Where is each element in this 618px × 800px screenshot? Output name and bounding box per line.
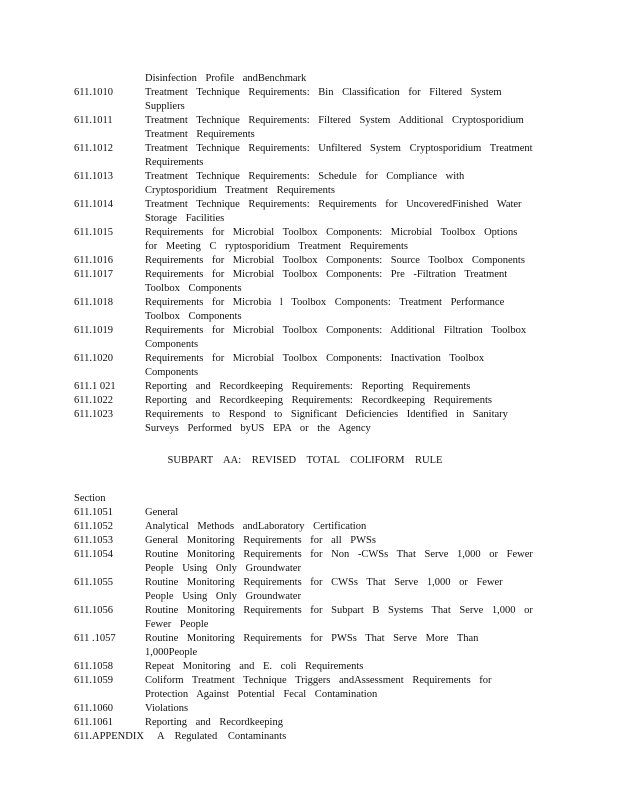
toc-entry-appendix	[0, 730, 618, 744]
section-title: Routine Monitoring Requirements for Non -CWSs That Serve 1,000 or Fewer People Using Only Groundwater	[145, 549, 533, 574]
section-number: 611 .1057	[74, 633, 116, 644]
section-title: Violations	[145, 703, 189, 714]
section-title: Treatment Technique Requirements: Schedule for Compliance with Cryptosporidium Treatment Requirements	[145, 171, 465, 196]
section-number: 611.1055	[74, 577, 113, 588]
section-title: Treatment Technique Requirements: Bin Classification for Filtered System Suppliers	[145, 87, 502, 112]
section-title: Reporting and Recordkeeping Requirements: Recordkeeping Requirements	[145, 395, 492, 406]
section-number: 611.1053	[74, 535, 113, 546]
section-number: 611.1015	[74, 227, 113, 238]
toc-entry	[0, 394, 618, 408]
section-title: Requirements for Microbial Toolbox Components: Additional Filtration Toolbox Components	[145, 325, 527, 350]
section-title: Routine Monitoring Requirements for Subpart B Systems That Serve 1,000 or Fewer People	[145, 605, 533, 630]
section-number: 611.1019	[74, 325, 113, 336]
section-number: 611.1018	[74, 297, 113, 308]
section-title: Analytical Methods andLaboratory Certification	[145, 521, 367, 532]
section-title: Requirements for Microbia l Toolbox Components: Treatment Performance Toolbox Components	[145, 297, 505, 322]
section-number: 611.1013	[74, 171, 113, 182]
toc-entry-title: Disinfection Profile andBenchmark	[145, 73, 307, 84]
section-title: Requirements to Respond to Significant Deficiencies Identified in Sanitary Surveys Performed byUS EPA or the Agency	[145, 409, 508, 434]
section-title: Requirements for Microbial Toolbox Components: Pre -Filtration Treatment Toolbox Components	[145, 269, 508, 294]
toc-entry	[0, 534, 618, 548]
toc-entry	[0, 520, 618, 534]
toc-continuation-line	[0, 72, 618, 86]
toc-entry	[0, 632, 618, 660]
toc-entry	[0, 198, 618, 226]
section-number: 611.1051	[74, 507, 113, 518]
section-number: 611.1022	[74, 395, 113, 406]
toc-entry	[0, 268, 618, 296]
subpart-heading: SUBPART AA: REVISED TOTAL COLIFORM RULE	[167, 455, 443, 466]
section-number: 611.1023	[74, 409, 113, 420]
section-number: 611.1016	[74, 255, 113, 266]
appendix-number: 611.APPENDIX	[74, 731, 144, 742]
toc-entry	[0, 86, 618, 114]
section-number: 611.1054	[74, 549, 113, 560]
section-number: 611.1061	[74, 717, 113, 728]
section-number: 611.1020	[74, 353, 113, 364]
toc-list-subpart-w	[0, 86, 618, 436]
section-title: General Monitoring Requirements for all PWSs	[145, 535, 376, 546]
toc-entry	[0, 506, 618, 520]
section-title: Routine Monitoring Requirements for CWSs That Serve 1,000 or Fewer People Using Only Groundwater	[145, 577, 503, 602]
section-title: General	[145, 507, 179, 518]
section-number: 611.1017	[74, 269, 113, 280]
toc-entry	[0, 380, 618, 394]
appendix-title: A Regulated Contaminants	[157, 731, 287, 742]
toc-entry	[0, 296, 618, 324]
toc-entry	[0, 674, 618, 702]
section-number: 611.1060	[74, 703, 113, 714]
toc-list-subpart-aa	[0, 506, 618, 730]
toc-entry	[0, 226, 618, 254]
section-title: Requirements for Microbial Toolbox Components: Source Toolbox Components	[145, 255, 525, 266]
toc-entry	[0, 324, 618, 352]
section-title: Treatment Technique Requirements: Unfiltered System Cryptosporidium Treatment Requirements	[145, 143, 533, 168]
toc-entry	[0, 548, 618, 576]
section-number: 611.1059	[74, 675, 113, 686]
section-title: Requirements for Microbial Toolbox Components: Microbial Toolbox Options for Meeting C ryptosporidium Treatment Requirements	[145, 227, 518, 252]
section-title: Requirements for Microbial Toolbox Components: Inactivation Toolbox Components	[145, 353, 485, 378]
toc-entry	[0, 702, 618, 716]
toc-entry	[0, 660, 618, 674]
table-of-contents	[0, 72, 618, 744]
section-number: 611.1011	[74, 115, 113, 126]
section-number: 611.1052	[74, 521, 113, 532]
section-number: 611.1056	[74, 605, 113, 616]
section-number: 611.1010	[74, 87, 113, 98]
section-title: Reporting and Recordkeeping Requirements: Reporting Requirements	[145, 381, 471, 392]
section-title: Treatment Technique Requirements: Filtered System Additional Cryptosporidium Treatment Requirements	[145, 115, 524, 140]
section-title: Routine Monitoring Requirements for PWSs That Serve More Than 1,000People	[145, 633, 479, 658]
section-label: Section	[74, 493, 106, 504]
toc-entry	[0, 254, 618, 268]
toc-entry	[0, 408, 618, 436]
section-number: 611.1012	[74, 143, 113, 154]
toc-entry	[0, 604, 618, 632]
section-title: Treatment Technique Requirements: Requirements for UncoveredFinished Water Storage Facilities	[145, 199, 522, 224]
toc-entry	[0, 114, 618, 142]
toc-entry	[0, 170, 618, 198]
toc-entry	[0, 576, 618, 604]
toc-entry	[0, 352, 618, 380]
section-title: Reporting and Recordkeeping	[145, 717, 283, 728]
section-title: Coliform Treatment Technique Triggers andAssessment Requirements for Protection Against Potential Fecal Contamination	[145, 675, 492, 700]
toc-entry	[0, 716, 618, 730]
toc-entry	[0, 142, 618, 170]
section-title: Repeat Monitoring and E. coli Requirements	[145, 661, 364, 672]
section-number: 611.1014	[74, 199, 113, 210]
section-number: 611.1 021	[74, 381, 116, 392]
section-number: 611.1058	[74, 661, 113, 672]
